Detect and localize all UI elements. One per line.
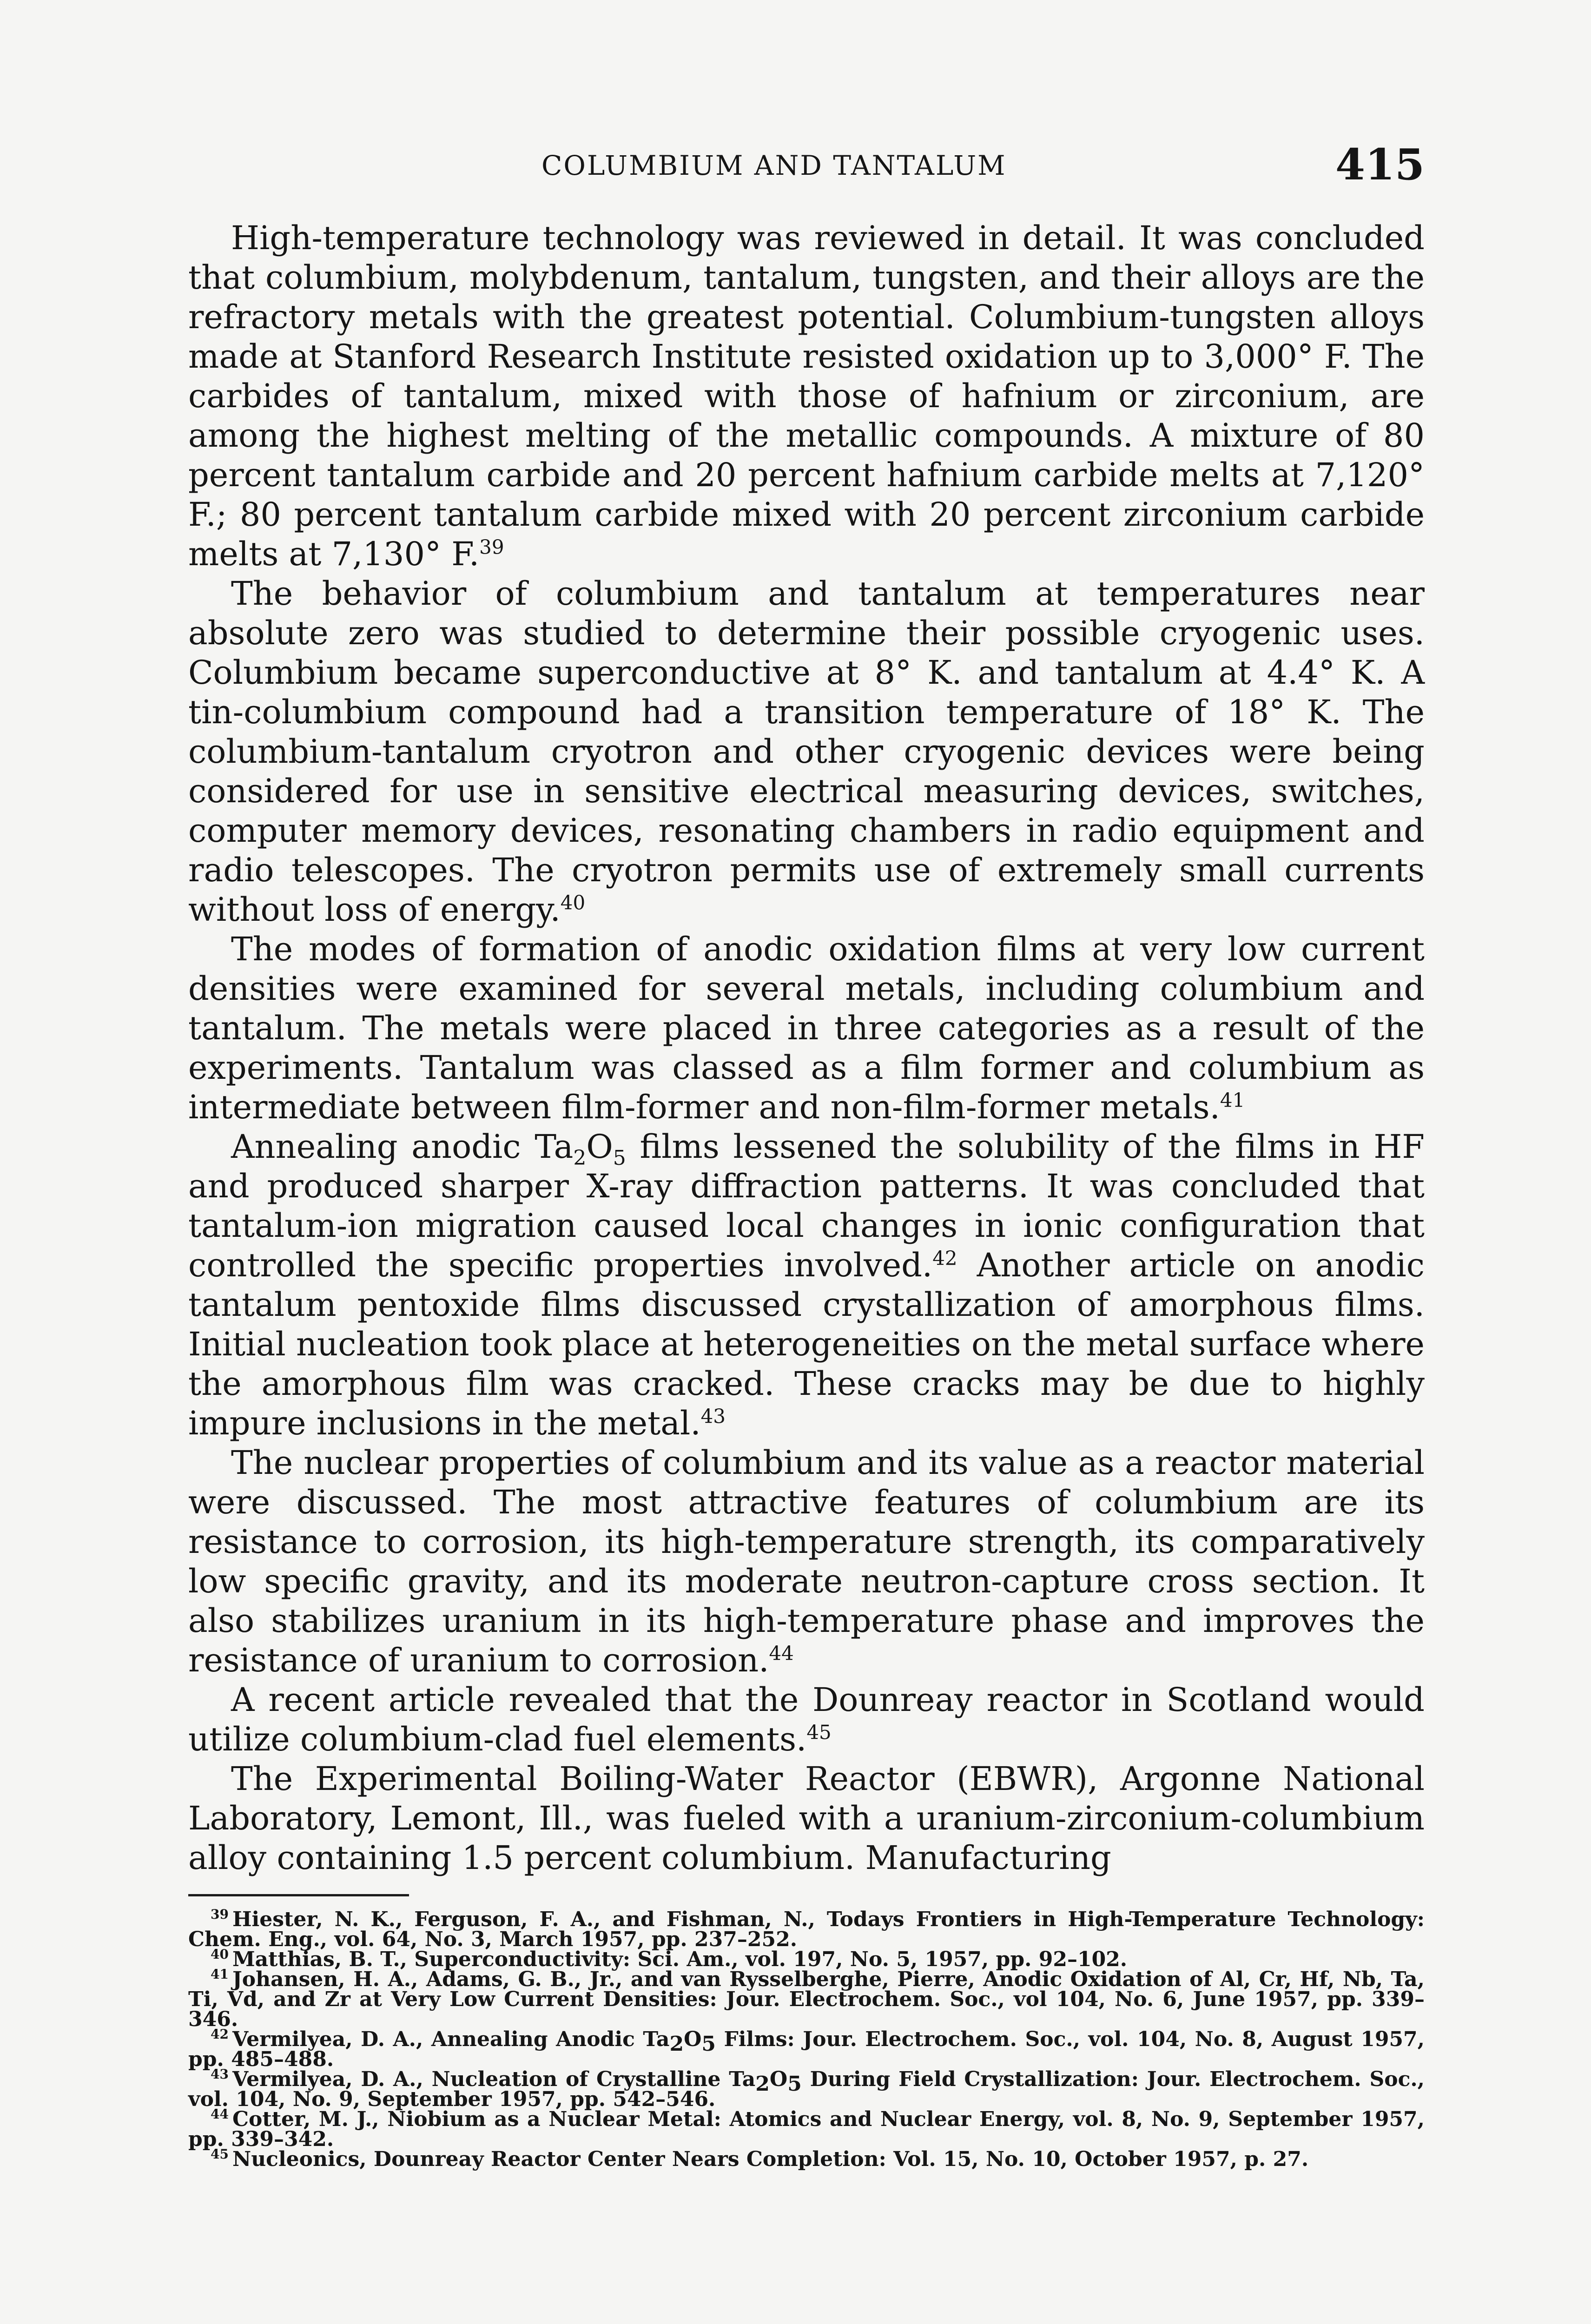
- footnote-ref: 44: [769, 1642, 794, 1665]
- footnote: $^{41}$ Johansen, H. A., Adams, G. B., Jr., and van Rysselberghe, Pierre, Anodic Oxidation of Al, Cr, Hf, Nb, Ta, Ti, Vd, and Zr at Very Low Current Densities: Jour. Electrochem. Soc., vol 104, No. 6, June 1957, pp. 339–346.: [188, 1967, 1425, 2031]
- paragraph: The nuclear properties of columbium and its value as a reactor material were discussed. The most attractive features of columbium are its resistance to corrosion, its high-temperature strength, its comparatively low specific gravity, and its moderate neutron-capture cross section. It also stabilizes uranium in its high-temperature phase and improves the resistance of uranium to corrosion.$^{44}$: [188, 1444, 1425, 1679]
- paragraph: The modes of formation of anodic oxidation films at very low current densities were examined for several metals, including columbium and tantalum. The metals were placed in three categories as a result of the experiments. Tantalum was classed as a film former and columbium as intermediate between film-former and non-film-former metals.$^{41}$: [188, 930, 1425, 1126]
- footnote-number: 40: [211, 1947, 229, 1962]
- running-head: COLUMBIUM AND TANTALUM: [541, 150, 1007, 181]
- footnote-ref: 41: [1220, 1089, 1245, 1112]
- footnote: $^{40}$ Matthias, B. T., Superconductivity: Sci. Am., vol. 197, No. 5, 1957, pp. 92–102.: [211, 1947, 1128, 1971]
- paragraph: High-temperature technology was reviewed in detail. It was concluded that columbium, molybdenum, tantalum, tungsten, and their alloys are the refractory metals with the greatest potential. Columbium-tungsten alloys made at Stanford Research Institute resisted oxidation up to 3,000° F. The carbides of tantalum, mixed with those of hafnium or zirconium, are among the highest melting of the metallic compounds. A mixture of 80 percent tantalum carbide and 20 percent hafnium carbide melts at 7,120° F.; 80 percent tantalum carbide mixed with 20 percent zirconium carbide melts at 7,130° F.$^{39}$: [188, 219, 1425, 573]
- paragraph: The behavior of columbium and tantalum at temperatures near absolute zero was studied to determine their possible cryogenic uses. Columbium became superconductive at 8° K. and tantalum at 4.4° K. A tin-columbium compound had a transition temperature of 18° K. The columbium-tantalum cryotron and other cryogenic devices were being considered for use in sensitive electrical measuring devices, switches, computer memory devices, resonating chambers in radio equipment and radio telescopes. The cryotron permits use of extremely small currents without loss of energy.$^{40}$: [188, 574, 1425, 929]
- footnote: $^{44}$ Cotter, M. J., Niobium as a Nuclear Metal: Atomics and Nuclear Energy, vol. 8, No. 9, September 1957, pp. 339–342.: [188, 2106, 1425, 2151]
- footnote-divider: [188, 1894, 409, 1896]
- footnote-ref: 42: [932, 1247, 957, 1270]
- footnote-ref: 43: [700, 1405, 726, 1428]
- footnote: $^{42}$ Vermilyea, D. A., Annealing Anodic $Ta_2O_5$ Films: Jour. Electrochem. Soc., vol. 104, No. 8, August 1957, pp. 485–488.: [188, 2027, 1425, 2071]
- body-text: [188, 218, 1425, 1878]
- footnote-ref: 45: [806, 1721, 832, 1744]
- footnotes: [188, 1909, 1425, 2169]
- footnote-number: 45: [211, 2146, 229, 2162]
- page-number: 415: [1335, 139, 1425, 190]
- footnote-number: 42: [211, 2027, 229, 2042]
- footnote-number: 41: [211, 1967, 229, 1982]
- footnote: $^{39}$ Hiester, N. K., Ferguson, F. A., and Fishman, N., Todays Frontiers in High-Temperature Technology: Chem. Eng., vol. 64, No. 3, March 1957, pp. 237–252.: [188, 1907, 1425, 1951]
- paragraph: The Experimental Boiling-Water Reactor (EBWR), Argonne National Laboratory, Lemont, Ill., was fueled with a uranium-zirconium-columbium alloy containing 1.5 percent columbium. Manufacturing: [188, 1760, 1425, 1877]
- page-header: [188, 139, 1425, 195]
- footnote: $^{45}$ Nucleonics, Dounreay Reactor Center Nears Completion: Vol. 15, No. 10, October 1957, p. 27.: [211, 2146, 1309, 2171]
- paragraph: Annealing anodic $Ta_2O_5$ films lessened the solubility of the films in HF and produced sharper X-ray diffraction patterns. It was concluded that tantalum-ion migration caused local changes in ionic configuration that controlled the specific properties involved.$^{42}$ Another article on anodic tantalum pentoxide films discussed crystallization of amorphous films. Initial nucleation took place at heterogeneities on the metal surface where the amorphous film was cracked. These cracks may be due to highly impure inclusions in the metal.$^{43}$: [188, 1128, 1425, 1442]
- paragraph: A recent article revealed that the Dounreay reactor in Scotland would utilize columbium-clad fuel elements.$^{45}$: [188, 1681, 1425, 1758]
- footnote-number: 44: [211, 2106, 229, 2122]
- footnote-ref: 40: [560, 891, 586, 914]
- footnote-number: 39: [211, 1907, 229, 1922]
- footnote: $^{43}$ Vermilyea, D. A., Nucleation of Crystalline $Ta_2O_5$ During Field Crystallization: Jour. Electrochem. Soc., vol. 104, No. 9, September 1957, pp. 542–546.: [188, 2067, 1425, 2111]
- footnote-ref: 39: [479, 535, 504, 559]
- footnote-number: 43: [211, 2067, 229, 2082]
